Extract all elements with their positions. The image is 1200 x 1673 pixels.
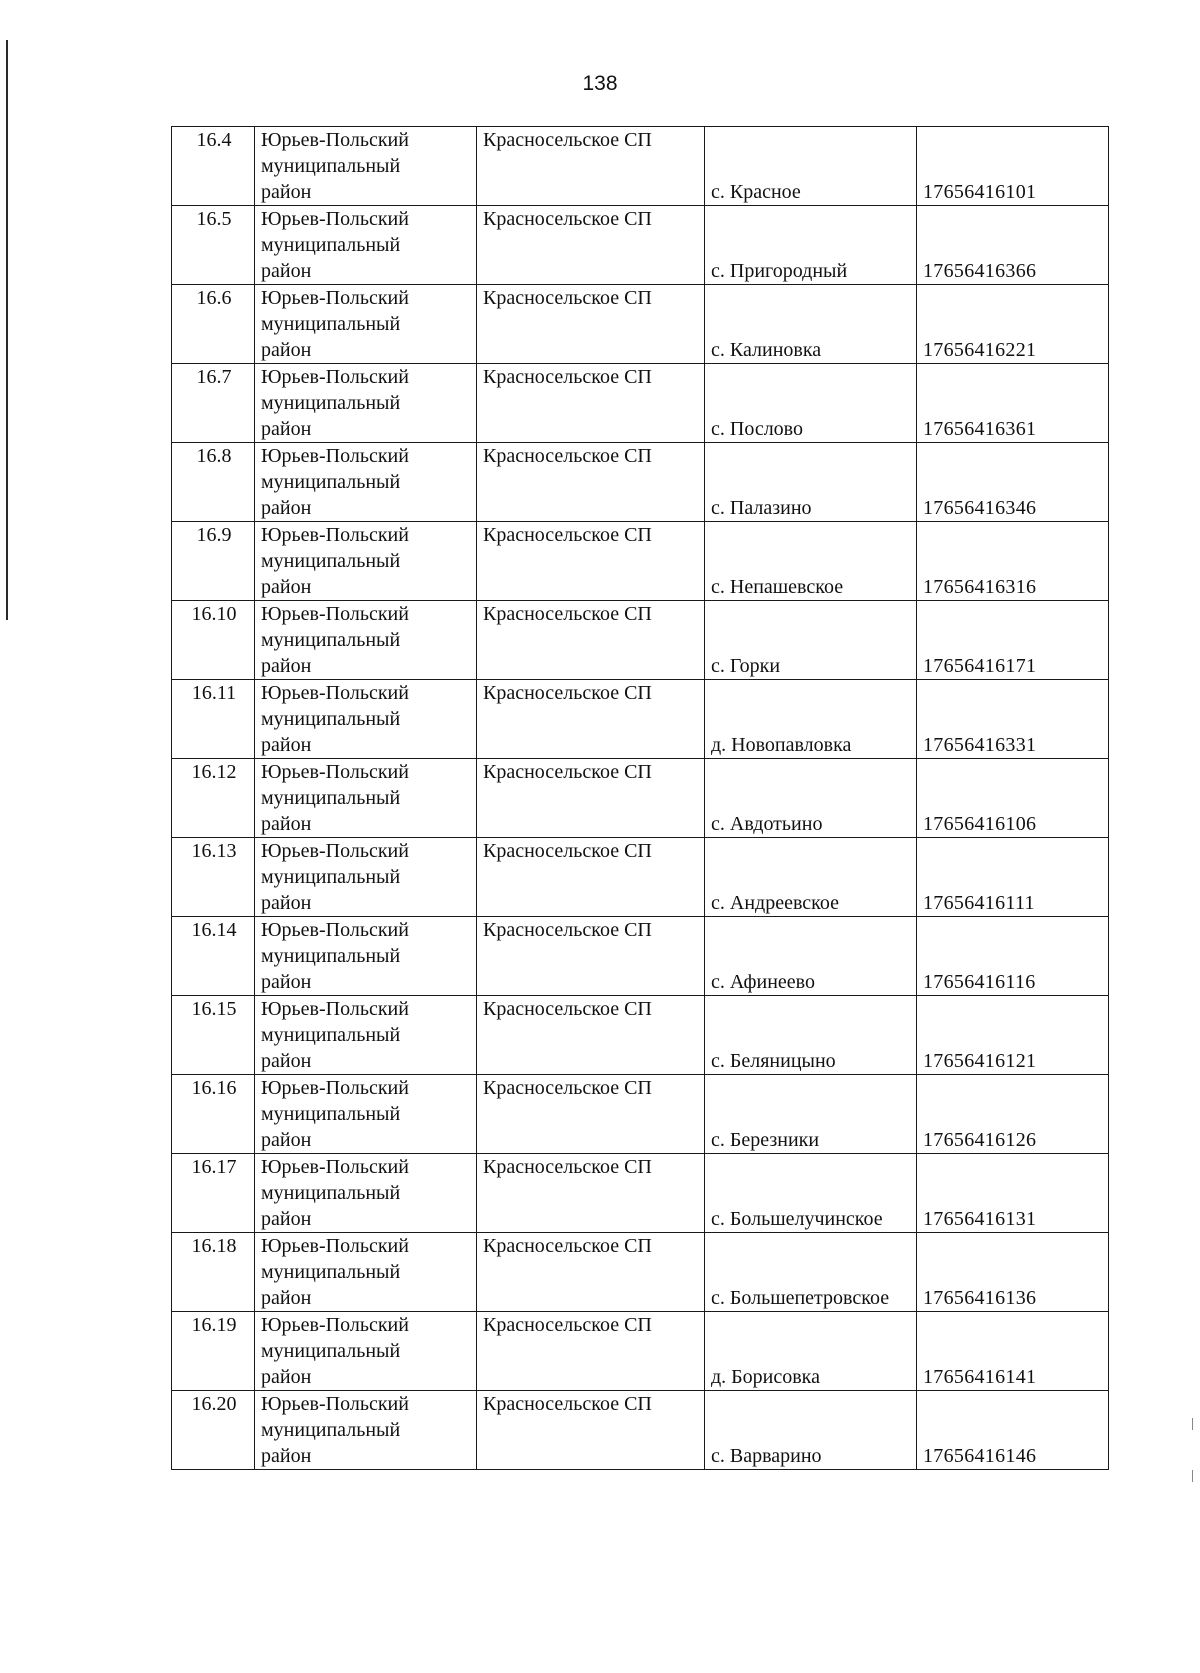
table-row xyxy=(172,996,1109,1075)
table-row xyxy=(172,285,1109,364)
settlement-cell: Красносельское СП xyxy=(477,206,705,285)
row-number: 16.18 xyxy=(172,1233,255,1312)
row-number: 16.10 xyxy=(172,601,255,680)
district-cell xyxy=(255,1391,477,1470)
settlement-cell: Красносельское СП xyxy=(477,601,705,680)
district-line: район xyxy=(261,1366,312,1388)
page-number: 138 xyxy=(582,72,618,95)
district-cell xyxy=(255,522,477,601)
district-line: район xyxy=(261,1445,312,1467)
district-cell xyxy=(255,443,477,522)
settlement-cell: Красносельское СП xyxy=(477,917,705,996)
district-line: Юрьев-Польский xyxy=(261,1314,409,1336)
settlement-cell: Красносельское СП xyxy=(477,996,705,1075)
code-cell: 17656416101 xyxy=(917,127,1109,206)
district-line: муниципальный xyxy=(261,550,401,572)
district-line: Юрьев-Польский xyxy=(261,761,409,783)
locality-cell: с. Пригородный xyxy=(705,206,917,285)
settlement-cell: Красносельское СП xyxy=(477,285,705,364)
table-row xyxy=(172,364,1109,443)
district-cell xyxy=(255,1233,477,1312)
district-line: Юрьев-Польский xyxy=(261,840,409,862)
settlement-cell: Красносельское СП xyxy=(477,680,705,759)
scan-mark-upper xyxy=(1192,1418,1193,1430)
locality-cell: с. Беляницыно xyxy=(705,996,917,1075)
locality-cell: с. Послово xyxy=(705,364,917,443)
settlement-cell: Красносельское СП xyxy=(477,838,705,917)
district-line: муниципальный xyxy=(261,787,401,809)
locality-cell: с. Калиновка xyxy=(705,285,917,364)
table-row xyxy=(172,1312,1109,1391)
district-cell xyxy=(255,364,477,443)
code-cell: 17656416316 xyxy=(917,522,1109,601)
row-number: 16.5 xyxy=(172,206,255,285)
district-line: муниципальный xyxy=(261,1261,401,1283)
table-row xyxy=(172,1154,1109,1233)
district-line: муниципальный xyxy=(261,1103,401,1125)
district-cell xyxy=(255,127,477,206)
district-line: муниципальный xyxy=(261,708,401,730)
settlement-cell: Красносельское СП xyxy=(477,127,705,206)
settlement-cell: Красносельское СП xyxy=(477,1154,705,1233)
district-cell xyxy=(255,285,477,364)
district-cell xyxy=(255,206,477,285)
district-line: район xyxy=(261,1050,312,1072)
code-cell: 17656416116 xyxy=(917,917,1109,996)
district-cell xyxy=(255,601,477,680)
district-line: район xyxy=(261,1129,312,1151)
district-line: Юрьев-Польский xyxy=(261,524,409,546)
district-line: муниципальный xyxy=(261,471,401,493)
district-line: Юрьев-Польский xyxy=(261,1393,409,1415)
settlement-cell: Красносельское СП xyxy=(477,443,705,522)
district-line: муниципальный xyxy=(261,1419,401,1441)
locality-cell: с. Афинеево xyxy=(705,917,917,996)
code-cell: 17656416331 xyxy=(917,680,1109,759)
district-line: Юрьев-Польский xyxy=(261,682,409,704)
district-line: район xyxy=(261,892,312,914)
scan-mark-lower xyxy=(1192,1470,1193,1482)
district-cell xyxy=(255,759,477,838)
district-line: Юрьев-Польский xyxy=(261,1235,409,1257)
code-cell: 17656416171 xyxy=(917,601,1109,680)
row-number: 16.17 xyxy=(172,1154,255,1233)
row-number: 16.15 xyxy=(172,996,255,1075)
row-number: 16.6 xyxy=(172,285,255,364)
locality-cell: с. Непашевское xyxy=(705,522,917,601)
district-line: район xyxy=(261,655,312,677)
locality-cell: с. Авдотьино xyxy=(705,759,917,838)
table-row xyxy=(172,680,1109,759)
district-cell xyxy=(255,996,477,1075)
district-line: район xyxy=(261,1208,312,1230)
district-line: Юрьев-Польский xyxy=(261,287,409,309)
district-line: Юрьев-Польский xyxy=(261,1156,409,1178)
locality-cell: с. Горки xyxy=(705,601,917,680)
district-line: муниципальный xyxy=(261,155,401,177)
table-row xyxy=(172,522,1109,601)
district-line: муниципальный xyxy=(261,313,401,335)
row-number: 16.19 xyxy=(172,1312,255,1391)
row-number: 16.14 xyxy=(172,917,255,996)
district-cell xyxy=(255,1312,477,1391)
row-number: 16.13 xyxy=(172,838,255,917)
settlement-cell: Красносельское СП xyxy=(477,522,705,601)
district-line: район xyxy=(261,181,312,203)
row-number: 16.4 xyxy=(172,127,255,206)
row-number: 16.11 xyxy=(172,680,255,759)
settlement-cell: Красносельское СП xyxy=(477,1312,705,1391)
locality-cell: с. Красное xyxy=(705,127,917,206)
locality-cell: с. Варварино xyxy=(705,1391,917,1470)
district-cell xyxy=(255,838,477,917)
table-row xyxy=(172,759,1109,838)
district-line: район xyxy=(261,971,312,993)
settlement-cell: Красносельское СП xyxy=(477,1233,705,1312)
locality-cell: с. Андреевское xyxy=(705,838,917,917)
table-row xyxy=(172,1391,1109,1470)
district-line: Юрьев-Польский xyxy=(261,129,409,151)
locality-cell: д. Борисовка xyxy=(705,1312,917,1391)
locality-cell: д. Новопавловка xyxy=(705,680,917,759)
district-line: район xyxy=(261,576,312,598)
table-row xyxy=(172,127,1109,206)
district-line: район xyxy=(261,813,312,835)
table-row xyxy=(172,206,1109,285)
table-row xyxy=(172,601,1109,680)
code-cell: 17656416141 xyxy=(917,1312,1109,1391)
row-number: 16.12 xyxy=(172,759,255,838)
settlement-cell: Красносельское СП xyxy=(477,759,705,838)
locality-cell: с. Большепетровское xyxy=(705,1233,917,1312)
locality-cell: с. Березники xyxy=(705,1075,917,1154)
district-line: район xyxy=(261,1287,312,1309)
district-line: район xyxy=(261,339,312,361)
code-cell: 17656416146 xyxy=(917,1391,1109,1470)
district-line: район xyxy=(261,734,312,756)
locality-cell: с. Палазино xyxy=(705,443,917,522)
locality-cell: с. Большелучинское xyxy=(705,1154,917,1233)
district-line: Юрьев-Польский xyxy=(261,998,409,1020)
district-line: Юрьев-Польский xyxy=(261,208,409,230)
row-number: 16.16 xyxy=(172,1075,255,1154)
row-number: 16.20 xyxy=(172,1391,255,1470)
row-number: 16.8 xyxy=(172,443,255,522)
district-line: муниципальный xyxy=(261,1340,401,1362)
table-row xyxy=(172,443,1109,522)
district-line: муниципальный xyxy=(261,945,401,967)
district-line: район xyxy=(261,497,312,519)
scan-edge-line xyxy=(6,40,8,620)
code-cell: 17656416121 xyxy=(917,996,1109,1075)
code-cell: 17656416126 xyxy=(917,1075,1109,1154)
district-line: муниципальный xyxy=(261,234,401,256)
table-row xyxy=(172,838,1109,917)
table-row xyxy=(172,1233,1109,1312)
district-line: Юрьев-Польский xyxy=(261,1077,409,1099)
district-cell xyxy=(255,680,477,759)
table-row xyxy=(172,1075,1109,1154)
table-row xyxy=(172,917,1109,996)
district-line: Юрьев-Польский xyxy=(261,445,409,467)
district-line: район xyxy=(261,260,312,282)
district-cell xyxy=(255,917,477,996)
row-number: 16.7 xyxy=(172,364,255,443)
district-line: муниципальный xyxy=(261,629,401,651)
code-cell: 17656416221 xyxy=(917,285,1109,364)
code-cell: 17656416136 xyxy=(917,1233,1109,1312)
settlement-cell: Красносельское СП xyxy=(477,364,705,443)
settlement-cell: Красносельское СП xyxy=(477,1391,705,1470)
code-cell: 17656416346 xyxy=(917,443,1109,522)
code-cell: 17656416366 xyxy=(917,206,1109,285)
row-number: 16.9 xyxy=(172,522,255,601)
district-line: муниципальный xyxy=(261,392,401,414)
table-body xyxy=(172,127,1109,1470)
settlement-cell: Красносельское СП xyxy=(477,1075,705,1154)
district-line: Юрьев-Польский xyxy=(261,603,409,625)
district-line: район xyxy=(261,418,312,440)
district-cell xyxy=(255,1154,477,1233)
district-line: муниципальный xyxy=(261,1182,401,1204)
code-cell: 17656416361 xyxy=(917,364,1109,443)
code-cell: 17656416106 xyxy=(917,759,1109,838)
district-line: Юрьев-Польский xyxy=(261,366,409,388)
district-line: муниципальный xyxy=(261,1024,401,1046)
code-cell: 17656416111 xyxy=(917,838,1109,917)
district-cell xyxy=(255,1075,477,1154)
district-line: Юрьев-Польский xyxy=(261,919,409,941)
district-line: муниципальный xyxy=(261,866,401,888)
settlements-table xyxy=(171,126,1109,1470)
code-cell: 17656416131 xyxy=(917,1154,1109,1233)
